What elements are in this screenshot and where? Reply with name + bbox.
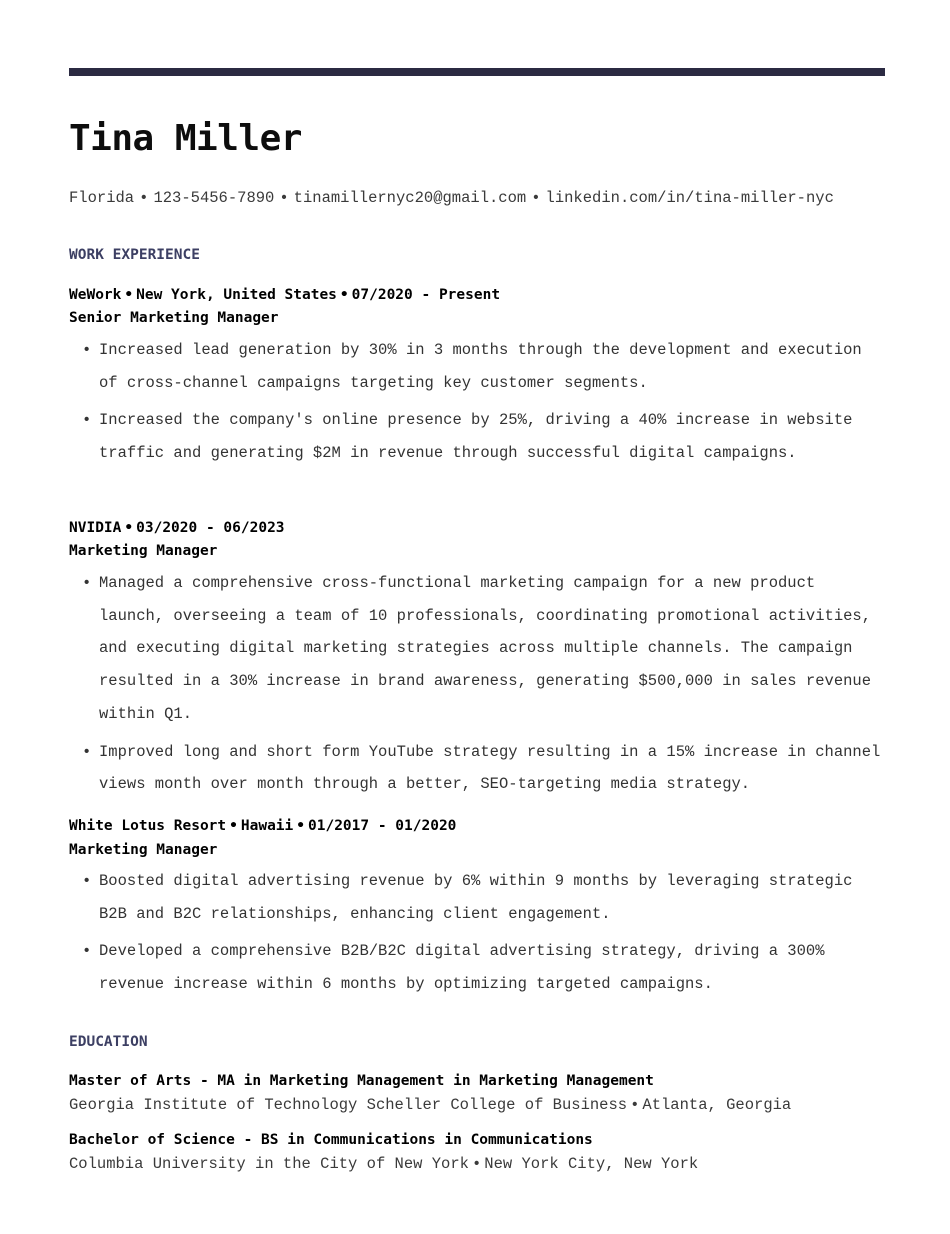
job-header-nvidia xyxy=(69,520,285,536)
job-location: Hawaii xyxy=(240,818,294,834)
candidate-name: Tina Miller xyxy=(69,118,302,159)
list-item: • Increased the company's online presence by 25%, driving a 40% increase in website traffic and generating $2M in revenue through successful digital campaigns. xyxy=(99,404,889,469)
education-location: Atlanta, Georgia xyxy=(642,1096,792,1114)
list-item: • Developed a comprehensive B2B/B2C digital advertising strategy, driving a 300% revenue increase within 6 months by optimizing targeted campaigns. xyxy=(99,935,889,1000)
job-role: Marketing Manager xyxy=(69,543,218,559)
job-dates: 03/2020 - 06/2023 xyxy=(136,520,285,536)
job-bullets-wework xyxy=(99,334,889,475)
education-school: Columbia University in the City of New York xyxy=(69,1155,469,1173)
job-location: New York, United States xyxy=(136,287,337,303)
contact-linkedin[interactable]: linkedin.com/in/tina-miller-nyc xyxy=(545,189,834,207)
education-school: Georgia Institute of Technology Scheller College of Business xyxy=(69,1096,628,1114)
work-experience-heading: WORK EXPERIENCE xyxy=(69,247,200,263)
separator: • xyxy=(630,1096,640,1114)
education-heading: EDUCATION xyxy=(69,1034,148,1050)
job-dates: 07/2020 - Present xyxy=(351,287,501,303)
job-role: Senior Marketing Manager xyxy=(69,310,279,326)
separator: • xyxy=(139,189,149,207)
job-company: White Lotus Resort xyxy=(69,818,227,834)
contact-phone: 123-5456-7890 xyxy=(153,189,275,207)
job-header-wework xyxy=(69,287,500,303)
separator: • xyxy=(124,287,134,303)
contact-line xyxy=(69,189,834,207)
job-bullets-white-lotus xyxy=(99,865,889,1006)
contact-email[interactable]: tinamillernyc20@gmail.com xyxy=(293,189,527,207)
education-degree: Master of Arts - MA in Marketing Management in Marketing Management xyxy=(69,1073,654,1089)
education-school-line xyxy=(69,1096,791,1114)
job-header-white-lotus xyxy=(69,818,456,834)
education-location: New York City, New York xyxy=(484,1155,699,1173)
job-bullets-nvidia xyxy=(99,567,889,806)
job-company: NVIDIA xyxy=(69,520,122,536)
separator: • xyxy=(296,818,305,834)
separator: • xyxy=(531,189,541,207)
list-item: • Increased lead generation by 30% in 3 months through the development and execution of cross-channel campaigns targeting key customer segments. xyxy=(99,334,889,399)
education-degree: Bachelor of Science - BS in Communications in Communications xyxy=(69,1132,593,1148)
separator: • xyxy=(279,189,289,207)
list-item: • Improved long and short form YouTube strategy resulting in a 15% increase in channel views month over month through a better, SEO-targeting media strategy. xyxy=(99,736,889,801)
job-dates: 01/2017 - 01/2020 xyxy=(308,818,457,834)
job-company: WeWork xyxy=(69,287,122,303)
education-school-line xyxy=(69,1155,698,1173)
contact-location: Florida xyxy=(69,189,135,207)
list-item: • Boosted digital advertising revenue by 6% within 9 months by leveraging strategic B2B and B2C relationships, enhancing client engagement. xyxy=(99,865,889,930)
list-item: • Managed a comprehensive cross-functional marketing campaign for a new product launch, overseeing a team of 10 professionals, coordinating promotional activities, and executing digital marketing strategies across multiple channels. The campaign resulted in a 30% increase in brand awareness, generating $500,000 in sales revenue within Q1. xyxy=(99,567,889,731)
separator: • xyxy=(471,1155,482,1173)
separator: • xyxy=(124,520,134,536)
separator: • xyxy=(339,287,349,303)
separator: • xyxy=(229,818,238,834)
job-role: Marketing Manager xyxy=(69,842,218,858)
header-accent-bar xyxy=(69,68,885,76)
